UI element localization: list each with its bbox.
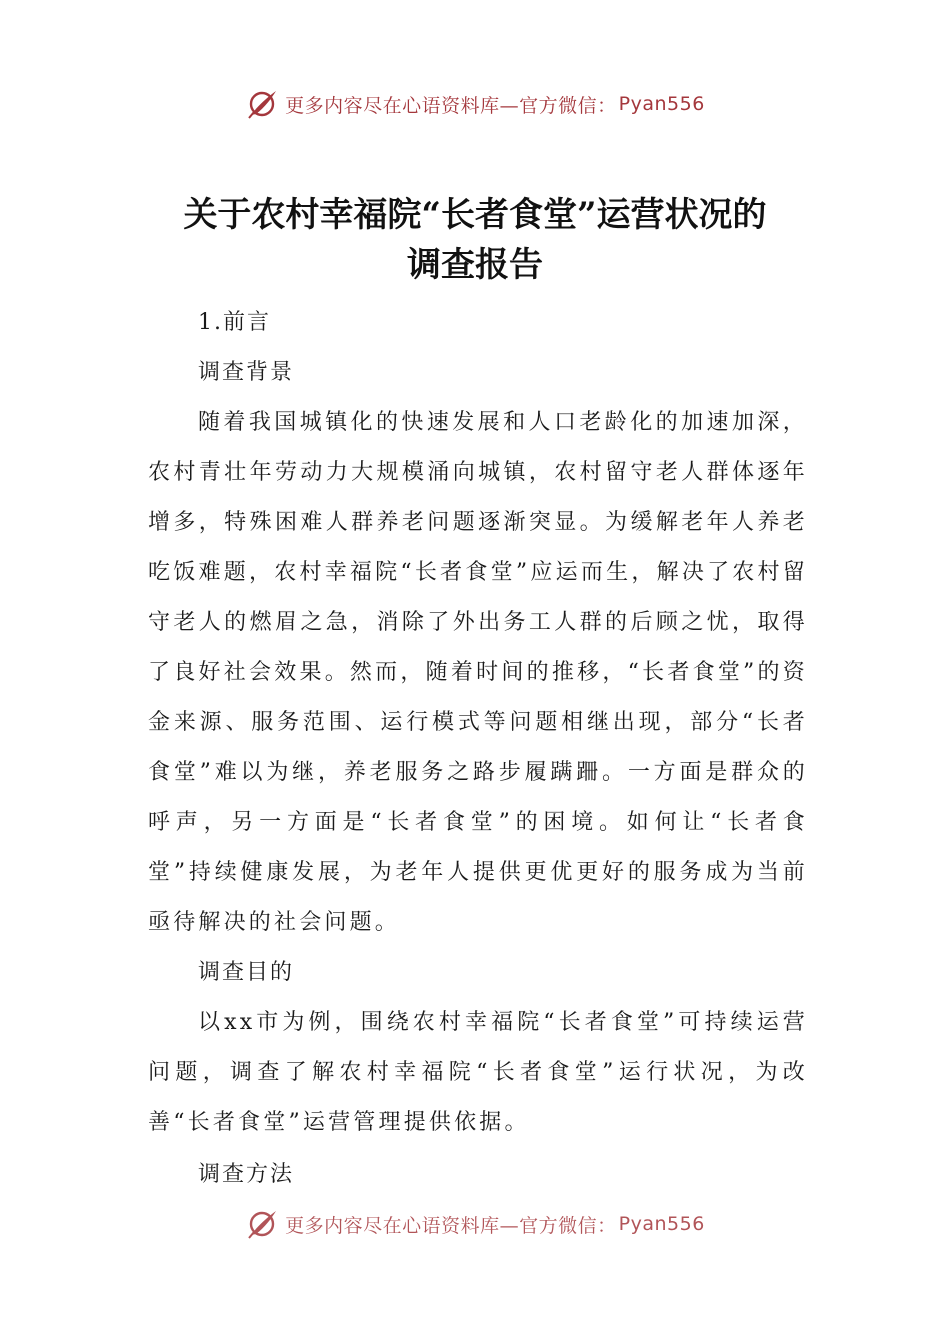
wechat-id: Pyan556	[618, 93, 705, 115]
wechat-id: Pyan556	[618, 1213, 705, 1235]
paragraph-purpose: 以xx市为例，围绕农村幸福院“长者食堂”可持续运营问题，调查了解农村幸福院“长者食堂”运行状况，为改善“长者食堂”运营管理提供依据。	[148, 1010, 808, 1135]
subheading-method: 调查方法	[198, 1162, 295, 1187]
watermark-text: 更多内容尽在心语资料库—官方微信：	[285, 94, 617, 117]
subheading-background: 调查背景	[198, 360, 295, 385]
quill-logo-icon	[245, 87, 279, 121]
quill-logo-icon	[245, 1207, 279, 1241]
watermark-text: 更多内容尽在心语资料库—官方微信：	[285, 1214, 617, 1237]
document-body	[148, 298, 808, 1200]
watermark-banner-bottom	[0, 1204, 950, 1244]
title-line-2: 调查报告	[407, 245, 543, 285]
subheading-purpose: 调查目的	[198, 960, 295, 985]
title-line-1: 关于农村幸福院“长者食堂”运营状况的	[183, 195, 767, 235]
paragraph-background: 随着我国城镇化的快速发展和人口老龄化的加速加深，农村青壮年劳动力大规模涌向城镇，农村留守老人群体逐年增多，特殊困难人群养老问题逐渐突显。为缓解老年人养老吃饭难题，农村幸福院“长者食堂”应运而生，解决了农村留守老人的燃眉之急，消除了外出务工人群的后顾之忧，取得了良好社会效果。然而，随着时间的推移，“长者食堂”的资金来源、服务范围、运行模式等问题相继出现，部分“长者食堂”难以为继，养老服务之路步履蹒跚。一方面是群众的呼声，另一方面是“长者食堂”的困境。如何让“长者食堂”持续健康发展，为老年人提供更优更好的服务成为当前亟待解决的社会问题。	[148, 410, 808, 935]
document-title	[100, 190, 850, 290]
section-heading-preface: 1.前言	[198, 310, 271, 335]
watermark-banner-top	[0, 84, 950, 124]
